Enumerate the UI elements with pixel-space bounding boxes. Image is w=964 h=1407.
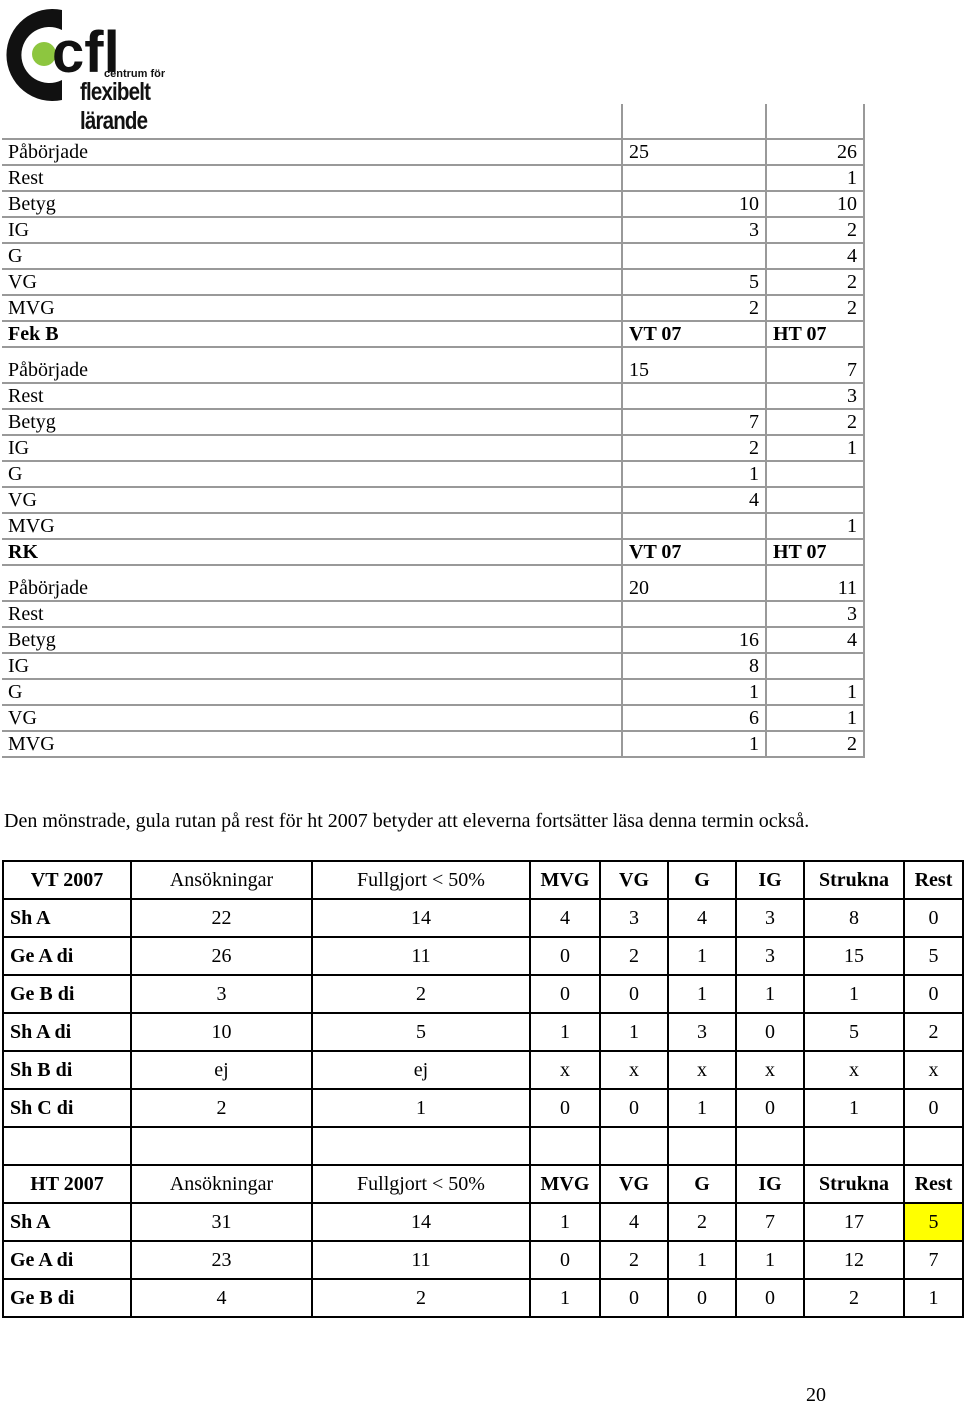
table-cell: 23 — [131, 1241, 312, 1279]
table-cell: ej — [131, 1051, 312, 1089]
table-cell: 0 — [600, 1279, 668, 1317]
table-cell: 3 — [668, 1013, 736, 1051]
ht-value: 1 — [766, 165, 864, 191]
table-cell: x — [804, 1051, 904, 1089]
table-cell: 0 — [530, 1089, 600, 1127]
vt-value: 16 — [622, 627, 766, 653]
vt-value: 1 — [622, 461, 766, 487]
summary-row — [2, 601, 864, 627]
table-row — [3, 1089, 963, 1127]
spacer-row — [3, 1127, 963, 1165]
table-cell: Sh A — [3, 899, 131, 937]
table-cell: 5 — [904, 937, 963, 975]
table-cell: Ge A di — [3, 1241, 131, 1279]
ht-value: 2 — [766, 217, 864, 243]
table-cell: Ge B di — [3, 1279, 131, 1317]
ht-value — [766, 104, 864, 139]
logo-subtitle: centrum för — [104, 68, 166, 80]
summary-row — [2, 217, 864, 243]
summary-row — [2, 358, 864, 383]
highlight-note: Den mönstrade, gula rutan på rest för ht 2007 betyder att eleverna fortsätter läsa denna termin också. — [4, 810, 810, 832]
column-header: IG — [736, 861, 804, 899]
logo-letters: cfl — [52, 20, 120, 85]
summary-row — [2, 539, 864, 565]
table-row — [3, 975, 963, 1013]
ht-value: 1 — [766, 435, 864, 461]
table-cell: 4 — [600, 1203, 668, 1241]
table-cell: 0 — [904, 975, 963, 1013]
table-cell: 22 — [131, 899, 312, 937]
table-cell: 1 — [804, 1089, 904, 1127]
table-cell: 1 — [312, 1089, 530, 1127]
summary-row — [2, 705, 864, 731]
vt-value: 2 — [622, 435, 766, 461]
cfl-logo — [0, 0, 240, 135]
summary-row — [2, 513, 864, 539]
row-label: MVG — [2, 513, 622, 539]
ht-value: 2 — [766, 269, 864, 295]
summary-row — [2, 627, 864, 653]
ht-value: 4 — [766, 243, 864, 269]
ht-value: 2 — [766, 731, 864, 757]
row-label: Betyg — [2, 191, 622, 217]
summary-row — [2, 576, 864, 601]
table-cell: 2 — [312, 975, 530, 1013]
table-cell: Sh A — [3, 1203, 131, 1241]
table-cell: 1 — [530, 1279, 600, 1317]
table-cell: 8 — [804, 899, 904, 937]
column-header: Strukna — [804, 1165, 904, 1203]
vt-value: 1 — [622, 731, 766, 757]
summary-row — [2, 565, 864, 576]
vt-value — [622, 513, 766, 539]
ht-value: 3 — [766, 601, 864, 627]
row-label: VG — [2, 705, 622, 731]
column-header: G — [668, 1165, 736, 1203]
table-cell: 3 — [131, 975, 312, 1013]
row-label: MVG — [2, 295, 622, 321]
table-cell: x — [736, 1051, 804, 1089]
table-cell: x — [600, 1051, 668, 1089]
column-header: VG — [600, 1165, 668, 1203]
vt-value: 4 — [622, 487, 766, 513]
table-cell: 2 — [668, 1203, 736, 1241]
vt-value: 3 — [622, 217, 766, 243]
column-header: VG — [600, 861, 668, 899]
row-label: Rest — [2, 383, 622, 409]
column-header: IG — [736, 1165, 804, 1203]
table-cell: 1 — [530, 1203, 600, 1241]
table-cell: 0 — [904, 1089, 963, 1127]
row-label — [2, 104, 622, 139]
table-cell: x — [530, 1051, 600, 1089]
table-cell: 2 — [131, 1089, 312, 1127]
summary-row — [2, 347, 864, 358]
table-cell: 1 — [600, 1013, 668, 1051]
ht-value: 2 — [766, 409, 864, 435]
table-row — [3, 1203, 963, 1241]
table-cell: 1 — [904, 1279, 963, 1317]
ht-value: 1 — [766, 679, 864, 705]
grades-table — [2, 860, 964, 1318]
row-label: IG — [2, 653, 622, 679]
ht-value — [766, 347, 864, 358]
column-header: G — [668, 861, 736, 899]
summary-row — [2, 435, 864, 461]
row-label: Påbörjade — [2, 576, 622, 601]
ht-value: 26 — [766, 139, 864, 165]
row-label — [2, 565, 622, 576]
vt-value — [622, 347, 766, 358]
summary-row — [2, 409, 864, 435]
table-cell: 1 — [530, 1013, 600, 1051]
ht-value — [766, 653, 864, 679]
row-label: G — [2, 243, 622, 269]
vt-value — [622, 243, 766, 269]
row-label: G — [2, 461, 622, 487]
table-cell: 0 — [736, 1279, 804, 1317]
header-row — [3, 1165, 963, 1203]
column-header: Rest — [904, 861, 963, 899]
table-cell: x — [904, 1051, 963, 1089]
logo-title: flexibelt lärande — [80, 78, 151, 135]
table-cell: 1 — [804, 975, 904, 1013]
column-header: MVG — [530, 861, 600, 899]
table-cell: 7 — [904, 1241, 963, 1279]
vt-value: 25 — [622, 139, 766, 165]
table-cell: 2 — [312, 1279, 530, 1317]
table-cell: x — [668, 1051, 736, 1089]
vt-value — [622, 383, 766, 409]
vt-value: 2 — [622, 295, 766, 321]
table-cell: 7 — [736, 1203, 804, 1241]
ht-value: 10 — [766, 191, 864, 217]
column-header: Rest — [904, 1165, 963, 1203]
summary-row — [2, 383, 864, 409]
table-cell: 0 — [530, 1241, 600, 1279]
table-cell: 5 — [312, 1013, 530, 1051]
vt-value: 10 — [622, 191, 766, 217]
table-cell: 2 — [904, 1013, 963, 1051]
ht-value: 1 — [766, 705, 864, 731]
vt-value: VT 07 — [622, 321, 766, 347]
row-label: IG — [2, 217, 622, 243]
row-label: VG — [2, 269, 622, 295]
vt-value — [622, 104, 766, 139]
row-label: MVG — [2, 731, 622, 757]
table-cell: 0 — [904, 899, 963, 937]
table-cell: 5 — [804, 1013, 904, 1051]
table-cell: 15 — [804, 937, 904, 975]
ht-value — [766, 461, 864, 487]
summary-row — [2, 165, 864, 191]
summary-row — [2, 104, 864, 139]
row-label: VG — [2, 487, 622, 513]
table-cell: 0 — [600, 1089, 668, 1127]
vt-value — [622, 565, 766, 576]
vt-value: 15 — [622, 358, 766, 383]
empty-cell — [600, 1127, 668, 1165]
column-header: Fullgjort < 50% — [312, 861, 530, 899]
row-label: RK — [2, 539, 622, 565]
vt-value — [622, 601, 766, 627]
vt-value: 5 — [622, 269, 766, 295]
empty-cell — [3, 1127, 131, 1165]
table-cell: Ge A di — [3, 937, 131, 975]
table-cell: 12 — [804, 1241, 904, 1279]
summary-row — [2, 295, 864, 321]
vt-value: 6 — [622, 705, 766, 731]
table-cell: 3 — [736, 937, 804, 975]
table-cell: 1 — [668, 1241, 736, 1279]
table-cell: 11 — [312, 1241, 530, 1279]
table-row — [3, 1013, 963, 1051]
ht-value: 4 — [766, 627, 864, 653]
vt-value — [622, 165, 766, 191]
row-label — [2, 347, 622, 358]
summary-row — [2, 461, 864, 487]
table-row — [3, 937, 963, 975]
table-cell: 0 — [736, 1089, 804, 1127]
table-row — [3, 1051, 963, 1089]
ht-value — [766, 487, 864, 513]
summary-row — [2, 731, 864, 757]
table-cell: 14 — [312, 899, 530, 937]
table-cell: Sh A di — [3, 1013, 131, 1051]
empty-cell — [804, 1127, 904, 1165]
table-cell: 1 — [668, 937, 736, 975]
ht-value: 7 — [766, 358, 864, 383]
ht-value: HT 07 — [766, 321, 864, 347]
column-header: Ansökningar — [131, 861, 312, 899]
header-row — [3, 861, 963, 899]
table-cell: 2 — [804, 1279, 904, 1317]
table-cell: 0 — [736, 1013, 804, 1051]
summary-row — [2, 139, 864, 165]
highlighted-rest-cell: 5 — [904, 1203, 963, 1241]
table-cell: 31 — [131, 1203, 312, 1241]
table-cell: Sh C di — [3, 1089, 131, 1127]
vt-value: VT 07 — [622, 539, 766, 565]
table-cell: ej — [312, 1051, 530, 1089]
row-label: Rest — [2, 601, 622, 627]
summary-row — [2, 321, 864, 347]
table-cell: 0 — [668, 1279, 736, 1317]
table-cell: 4 — [131, 1279, 312, 1317]
empty-cell — [904, 1127, 963, 1165]
summary-row — [2, 269, 864, 295]
column-header: MVG — [530, 1165, 600, 1203]
column-header: Strukna — [804, 861, 904, 899]
empty-cell — [668, 1127, 736, 1165]
table-cell: 2 — [600, 937, 668, 975]
vt-value: 1 — [622, 679, 766, 705]
column-header: VT 2007 — [3, 861, 131, 899]
ht-value — [766, 565, 864, 576]
column-header: Ansökningar — [131, 1165, 312, 1203]
table-cell: 14 — [312, 1203, 530, 1241]
table-cell: 1 — [668, 975, 736, 1013]
empty-cell — [530, 1127, 600, 1165]
table-cell: 0 — [530, 975, 600, 1013]
table-cell: 3 — [600, 899, 668, 937]
table-cell: Ge B di — [3, 975, 131, 1013]
row-label: Påbörjade — [2, 139, 622, 165]
ht-value: 1 — [766, 513, 864, 539]
row-label: Påbörjade — [2, 358, 622, 383]
summary-row — [2, 679, 864, 705]
table-cell: Sh B di — [3, 1051, 131, 1089]
table-cell: 10 — [131, 1013, 312, 1051]
row-label: Betyg — [2, 409, 622, 435]
table-cell: 4 — [530, 899, 600, 937]
column-header: HT 2007 — [3, 1165, 131, 1203]
column-header: Fullgjort < 50% — [312, 1165, 530, 1203]
row-label: Rest — [2, 165, 622, 191]
table-cell: 0 — [600, 975, 668, 1013]
table-cell: 26 — [131, 937, 312, 975]
summary-row — [2, 653, 864, 679]
table-cell: 3 — [736, 899, 804, 937]
table-cell: 0 — [530, 937, 600, 975]
table-cell: 1 — [736, 1241, 804, 1279]
table-cell: 11 — [312, 937, 530, 975]
empty-cell — [312, 1127, 530, 1165]
page-number: 20 — [806, 1384, 826, 1406]
course-summary-table — [2, 104, 865, 758]
ht-value: 2 — [766, 295, 864, 321]
row-label: IG — [2, 435, 622, 461]
ht-value: 11 — [766, 576, 864, 601]
row-label: Fek B — [2, 321, 622, 347]
summary-row — [2, 243, 864, 269]
ht-value: HT 07 — [766, 539, 864, 565]
table-cell: 1 — [736, 975, 804, 1013]
table-cell: 4 — [668, 899, 736, 937]
empty-cell — [131, 1127, 312, 1165]
row-label: G — [2, 679, 622, 705]
empty-cell — [736, 1127, 804, 1165]
vt-value: 8 — [622, 653, 766, 679]
ht-value: 3 — [766, 383, 864, 409]
row-label: Betyg — [2, 627, 622, 653]
table-cell: 2 — [600, 1241, 668, 1279]
table-row — [3, 1241, 963, 1279]
table-row — [3, 899, 963, 937]
summary-row — [2, 191, 864, 217]
table-row — [3, 1279, 963, 1317]
vt-value: 20 — [622, 576, 766, 601]
summary-row — [2, 487, 864, 513]
vt-value: 7 — [622, 409, 766, 435]
table-cell: 17 — [804, 1203, 904, 1241]
table-cell: 1 — [668, 1089, 736, 1127]
